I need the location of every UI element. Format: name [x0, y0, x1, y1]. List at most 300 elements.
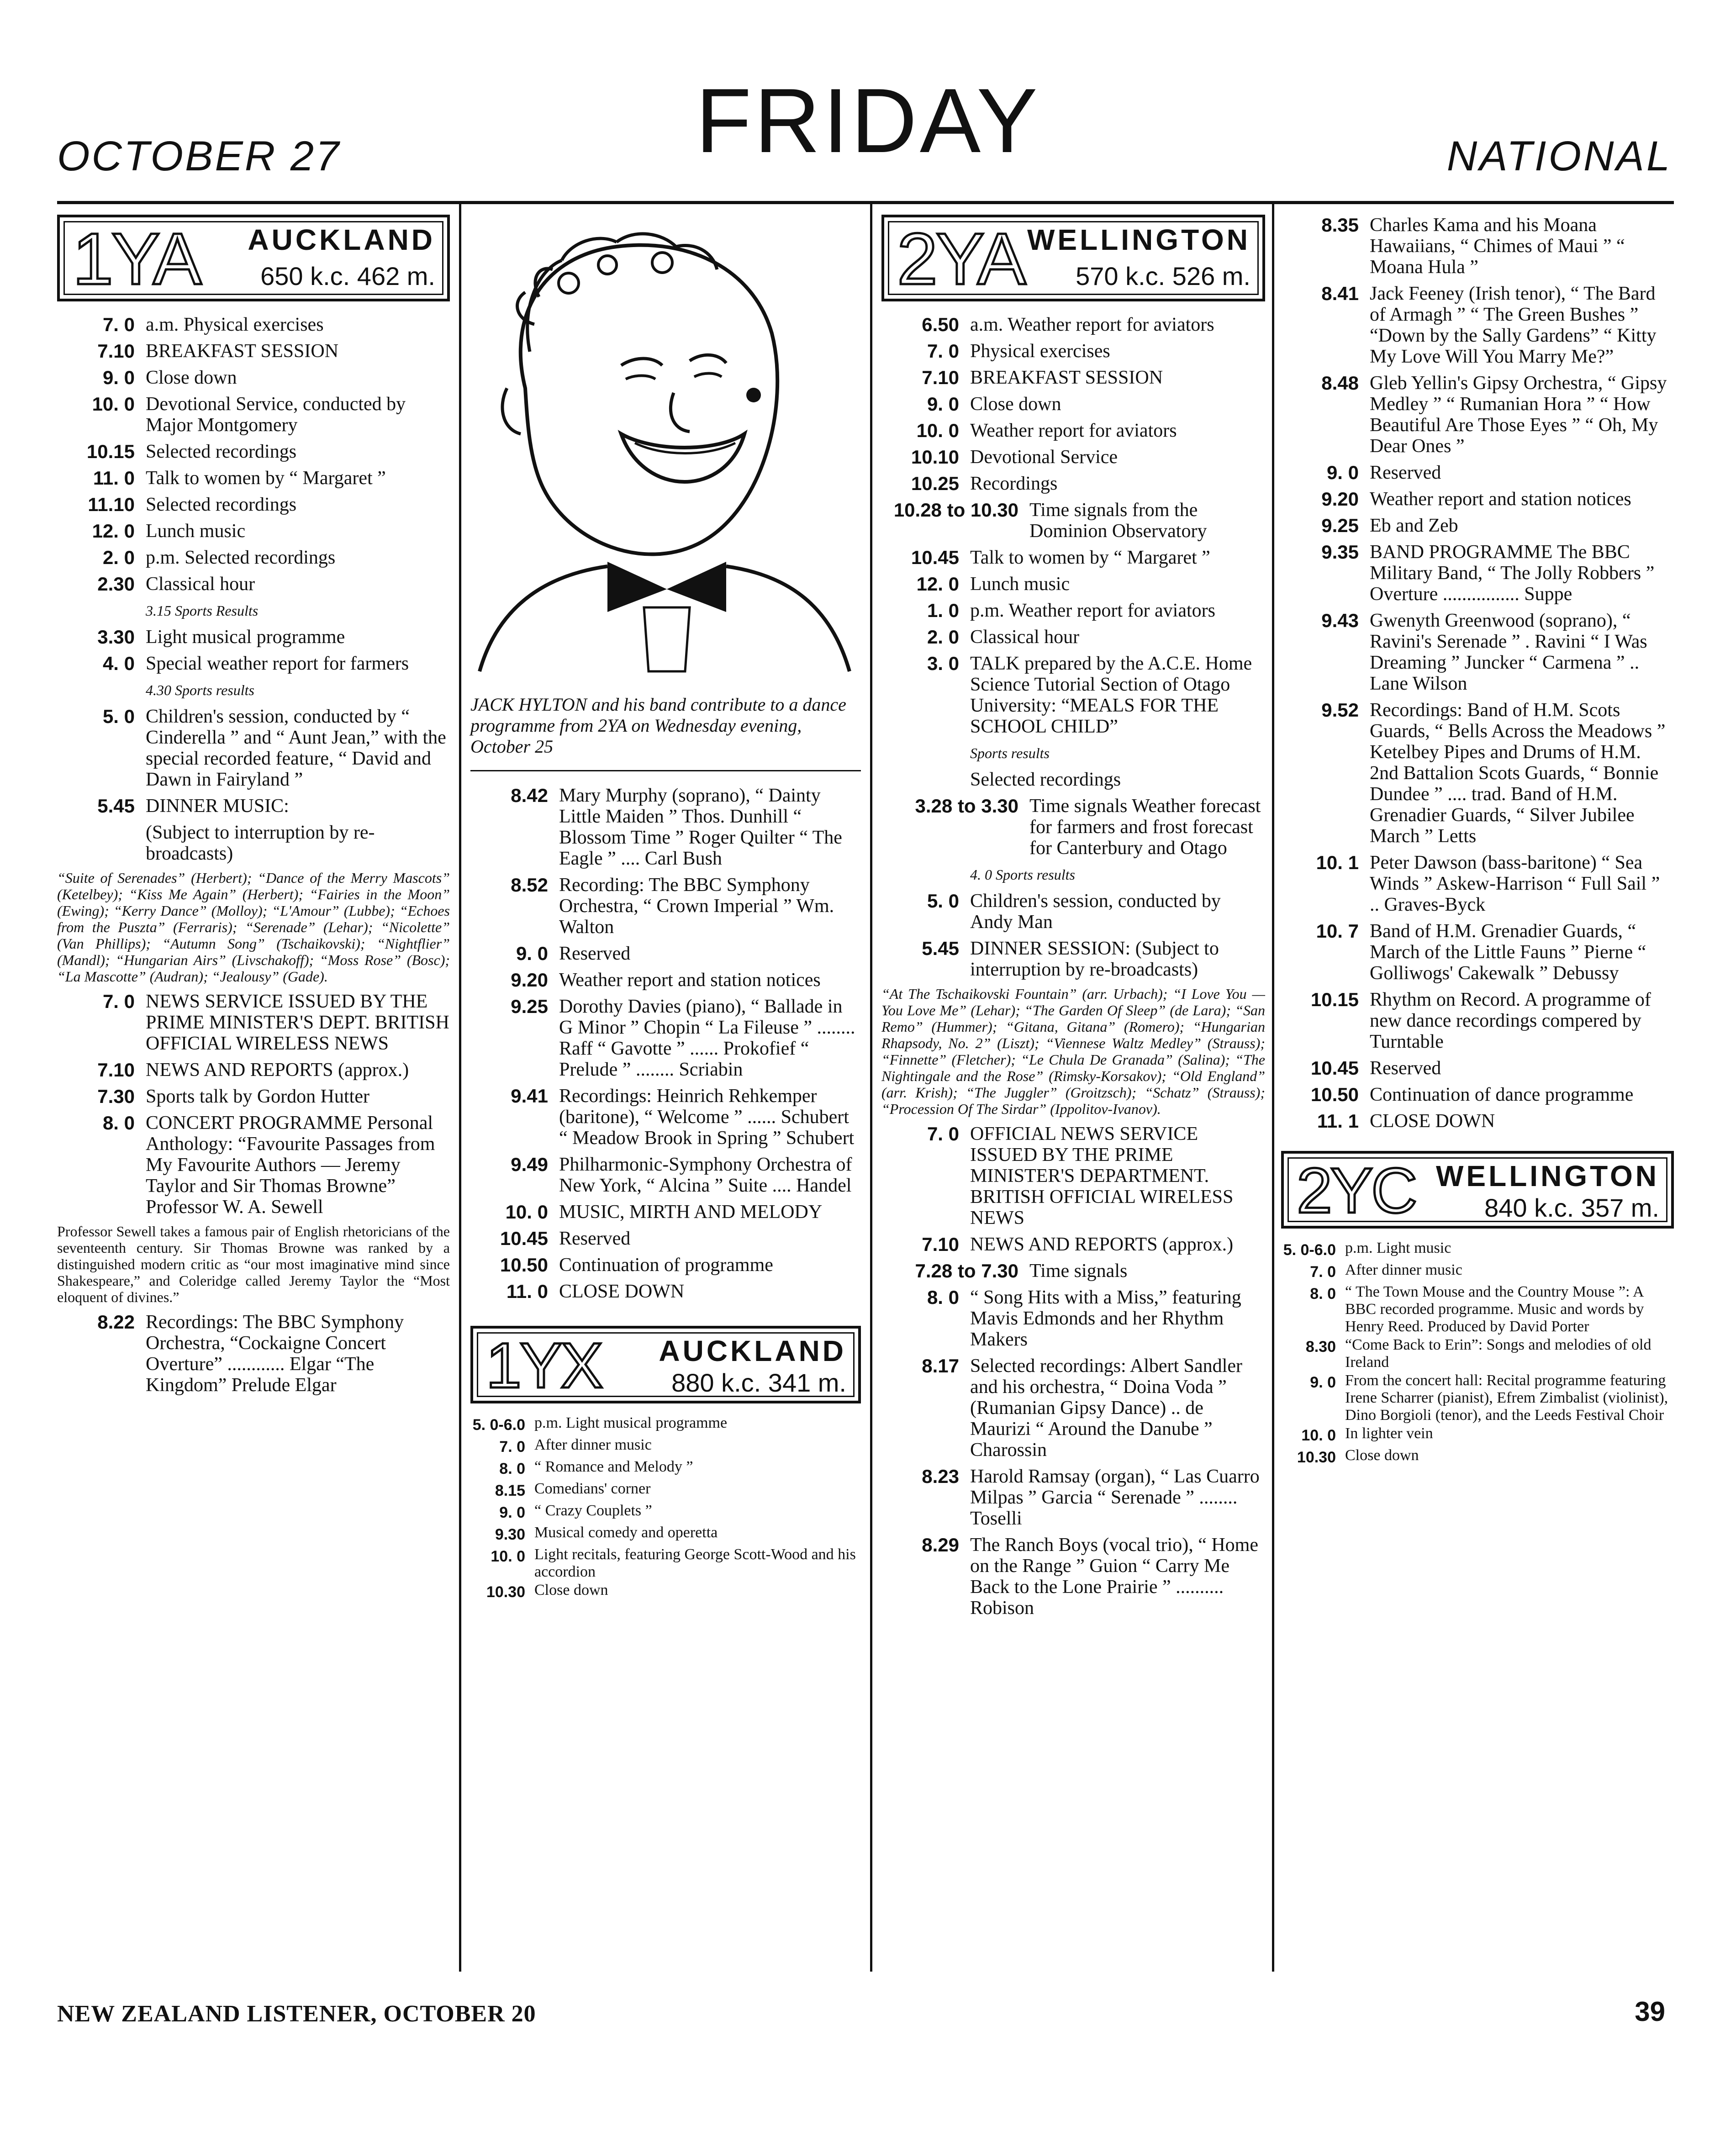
column-divider [870, 204, 872, 1972]
entry-time: 10. 0 [916, 420, 959, 441]
entry-title: Sports talk by Gordon Hutter [146, 1086, 369, 1107]
programme-entry [57, 367, 450, 388]
column-divider [459, 204, 461, 1972]
entry-time: 9. 0 [1326, 462, 1359, 483]
entry-title: “ Song Hits with a Miss,” featuring Mavis Edmonds and her Rhythm Makers [970, 1287, 1241, 1350]
programme-entry [1281, 1447, 1674, 1468]
footer-page-number: 39 [1635, 1996, 1665, 2027]
programme-entry [470, 1255, 861, 1276]
programme-entry [881, 891, 1265, 933]
entry-time: 5.45 [97, 795, 135, 817]
entry-title: BREAKFAST SESSION [970, 367, 1163, 388]
station-frequency: 880 k.c. 341 m. [671, 1368, 846, 1397]
programme-entry [881, 1261, 1265, 1282]
programme-entry [1281, 610, 1674, 694]
entry-title: Time signals Weather forecast for farmers and frost forecast for Canterbury and Otago [1029, 796, 1261, 859]
entry-title: BAND PROGRAMME The BBC Military Band, “ The Jolly Robbers ” Overture ................ Suppe [1370, 542, 1655, 605]
entry-time: 9.49 [511, 1154, 548, 1175]
entry-time: 5. 0-6.0 [1283, 1241, 1336, 1259]
programme-entry [57, 653, 450, 674]
entry-time: 5. 0 [102, 706, 135, 727]
entry-time: 7.10 [97, 340, 135, 362]
programme-entry [1281, 989, 1674, 1052]
programme-entry [1281, 1372, 1674, 1424]
programme-entry [470, 1154, 861, 1196]
programme-entry [881, 938, 1265, 980]
programme-entry [57, 706, 450, 790]
entry-title: Time signals from the Dominion Observatory [1029, 500, 1207, 542]
entry-time [57, 822, 146, 864]
programme-entry [470, 1480, 861, 1501]
entry-time: 2.30 [97, 573, 135, 595]
programme-entry [1281, 542, 1674, 605]
entry-time [881, 769, 970, 790]
entry-time: 10. 1 [1316, 852, 1359, 873]
entry-title: Gleb Yellin's Gipsy Orchestra, “ Gipsy Medley ” “ Rumanian Hora ” “ How Beautiful Are Those Eyes ” “ Oh, My Dear Ones ” [1370, 373, 1667, 457]
entry-time: 9. 0 [1310, 1374, 1336, 1391]
entry-time: 10.15 [86, 441, 135, 462]
entry-title: After dinner music [534, 1436, 652, 1453]
entry-time: 10. 0 [1301, 1427, 1336, 1444]
station-box-1yx [470, 1326, 861, 1403]
entry-title: Light recitals, featuring George Scott-Wood and his accordion [534, 1546, 856, 1580]
programme-entry [1281, 215, 1674, 278]
programme-entry [470, 1436, 861, 1457]
entry-time: 9.25 [1321, 515, 1359, 536]
entry-title: DINNER SESSION: (Subject to interruption by re-broadcasts) [970, 938, 1219, 980]
programme-list [881, 1124, 1265, 1619]
programme-entry [470, 1281, 861, 1302]
entry-title: Gwenyth Greenwood (soprano), “ Ravini's Serenade ” . Ravini “ I Was Dreaming ” Juncker “ Carmena ” .. Lane Wilson [1370, 610, 1647, 694]
programme-entry [470, 1458, 861, 1479]
entry-title: Talk to women by “ Margaret ” [970, 547, 1210, 568]
entry-time: 11.10 [88, 494, 135, 515]
entry-time: 9.20 [1321, 488, 1359, 510]
programme-entry [57, 494, 450, 515]
entry-title: p.m. Light music [1345, 1240, 1451, 1256]
programme-entry [881, 1535, 1265, 1619]
programme-entry [1281, 489, 1674, 510]
entry-title: TALK prepared by the A.C.E. Home Science Tutorial Section of Otago University: “MEALS FOR THE SCHOOL CHILD” [970, 653, 1252, 737]
programme-entry [57, 1312, 450, 1396]
entry-title: Harold Ramsay (organ), “ Las Cuarro Milpas ” Garcia “ Serenade ” ........ Toselli [970, 1466, 1260, 1529]
programme-entry [881, 796, 1265, 859]
entry-title: p.m. Weather report for aviators [970, 600, 1215, 621]
programme-entry [881, 341, 1265, 362]
entry-title: Mary Murphy (soprano), “ Dainty Little Maiden ” Thos. Dunhill “ Blossom Time ” Roger Quilter “ The Eagle ” .... Carl Bush [559, 785, 842, 869]
entry-time: 8. 0 [499, 1460, 525, 1477]
entry-title: After dinner music [1345, 1261, 1462, 1278]
column-2ya [881, 215, 1265, 1624]
sports-results-note: 4. 0 Sports results [970, 866, 1075, 883]
programme-entry [881, 600, 1265, 621]
entry-time: 8.29 [922, 1534, 959, 1556]
programme-entry [57, 1086, 450, 1107]
programme-entry [1281, 283, 1674, 367]
entry-time: 8.35 [1321, 214, 1359, 236]
programme-entry [57, 468, 450, 489]
footer-publication: NEW ZEALAND LISTENER, OCTOBER 20 [57, 2001, 536, 2027]
programme-entry [881, 1466, 1265, 1529]
entry-title: Recording: The BBC Symphony Orchestra, “ Crown Imperial ” Wm. Walton [559, 875, 834, 938]
dinner-session-note: “At The Tschaikovski Fountain” (arr. Urbach); “I Love You — You Love Me” (Lehar); “The Garden Of Sleep” (de Lara); “San Remo” (Hummer); “Gitana, Gitana” (Romero); “Hungarian Rhapsody, No. 2” (Liszt); “Viennese Waltz Medley” (Strauss); “Finnette” (Fletcher); “Le Chula De Granada” (Salina); “The Nightingale and the Rose” (Rimsky-Korsakov); “Old England” (arr. Krish); “The Juggler” (Groitzsch); “Schatz” (Strauss); “Procession Of The Sirdar” (Ippolitov-Ivanov). [881, 986, 1265, 1117]
entry-time: 8.42 [511, 785, 548, 806]
programme-entry [881, 500, 1265, 542]
programme-entry [1281, 1425, 1674, 1446]
entry-title: Recordings: Band of H.M. Scots Guards, “ Bells Across the Meadows ” Ketelbey Pipes and Drums of H.M. 2nd Battalion Scots Guards, “ Bonnie Dundee ” .... trad. Band of H.M. Grenadier Guards, “ Silver Jubilee March ” Letts [1370, 700, 1666, 847]
station-callsign: 1YX [486, 1329, 602, 1401]
entry-title: p.m. Selected recordings [146, 547, 336, 568]
programme-entry [57, 314, 450, 335]
entry-title: CLOSE DOWN [559, 1281, 685, 1302]
entry-time: 7. 0 [499, 1438, 525, 1456]
entry-time: 9. 0 [102, 367, 135, 388]
entry-title: a.m. Weather report for aviators [970, 314, 1214, 335]
entry-time: 9.43 [1321, 610, 1359, 631]
entry-time: 8.48 [1321, 372, 1359, 394]
entry-title: Recordings [970, 473, 1058, 494]
header-network: NATIONAL [1446, 133, 1672, 179]
entry-time: 8.52 [511, 874, 548, 896]
entry-title: NEWS AND REPORTS (approx.) [146, 1060, 409, 1081]
station-city: WELLINGTON [1027, 223, 1251, 256]
entry-title: Philharmonic-Symphony Orchestra of New York, “ Alcina ” Suite .... Handel [559, 1154, 852, 1196]
entry-title: p.m. Light musical programme [534, 1414, 728, 1431]
programme-entry [881, 394, 1265, 415]
programme-entry [1281, 921, 1674, 984]
programme-entry [881, 1234, 1265, 1255]
sports-results-note: 4.30 Sports results [146, 682, 254, 698]
entry-title: Reserved [559, 1228, 631, 1249]
programme-list [470, 785, 861, 1302]
station-box-2ya [881, 215, 1265, 301]
programme-entry [1281, 852, 1674, 915]
entry-time: 10.25 [911, 473, 959, 494]
page-header [0, 0, 1736, 192]
programme-entry [57, 521, 450, 542]
entry-title: Eb and Zeb [1370, 515, 1458, 536]
entry-time: 10. 0 [491, 1548, 525, 1565]
entry-title: NEWS SERVICE ISSUED BY THE PRIME MINISTER'S DEPT. BRITISH OFFICIAL WIRELESS NEWS [146, 991, 449, 1054]
entry-time: 9. 0 [516, 943, 548, 964]
entry-title: Weather report and station notices [1370, 489, 1631, 510]
entry-title: Reserved [559, 943, 631, 964]
entry-time: 7.10 [922, 1234, 959, 1255]
header-date: OCTOBER 27 [57, 133, 341, 179]
entry-title: DINNER MUSIC: [146, 796, 289, 817]
entry-title: Recordings: The BBC Symphony Orchestra, “Cockaigne Concert Overture” ............ Elgar “The Kingdom” Prelude Elgar [146, 1312, 404, 1396]
programme-entry [470, 1524, 861, 1545]
entry-time: 12. 0 [916, 573, 959, 595]
programme-entry [470, 875, 861, 938]
entry-title: Selected recordings [146, 441, 297, 462]
entry-title: NEWS AND REPORTS (approx.) [970, 1234, 1234, 1255]
programme-entry [57, 796, 450, 817]
entry-time: 7.10 [97, 1059, 135, 1081]
programme-entry [57, 441, 450, 462]
entry-title: MUSIC, MIRTH AND MELODY [559, 1202, 823, 1223]
header-day: FRIDAY [696, 70, 1040, 172]
entry-time: 8.15 [495, 1482, 525, 1499]
entry-title: Lunch music [970, 574, 1070, 595]
programme-entry [881, 653, 1265, 737]
entry-title: “Come Back to Erin”: Songs and melodies of old Ireland [1345, 1336, 1652, 1371]
programme-entry [881, 314, 1265, 335]
entry-time: 10.15 [1310, 989, 1359, 1010]
programme-entry [57, 1113, 450, 1218]
entry-time: 9.52 [1321, 699, 1359, 721]
entry-time: 3.30 [97, 626, 135, 648]
entry-title: Classical hour [970, 627, 1080, 648]
entry-time: 9. 0 [927, 393, 959, 415]
programme-list [57, 1312, 450, 1396]
entry-title: (Subject to interruption by re-broadcasts) [146, 822, 375, 864]
entry-title: a.m. Physical exercises [146, 314, 324, 335]
programme-entry [470, 1582, 861, 1603]
entry-time: 11. 0 [506, 1281, 548, 1302]
entry-time: 12. 0 [92, 520, 135, 542]
entry-title: Recordings: Heinrich Rehkemper (baritone), “ Welcome ” ...... Schubert “ Meadow Brook in Spring ” Schubert [559, 1086, 855, 1149]
programme-entry [57, 627, 450, 648]
station-box-2yc [1281, 1151, 1674, 1229]
programme-entry [1281, 700, 1674, 847]
entry-time: 10. 0 [505, 1201, 548, 1223]
programme-entry [470, 1414, 861, 1435]
entry-time: 10.45 [911, 547, 959, 568]
entry-time: 11. 0 [93, 467, 135, 489]
programme-entry [1281, 462, 1674, 483]
programme-entry [1281, 1111, 1674, 1132]
programme-entry [1281, 1240, 1674, 1261]
station-city: AUCKLAND [248, 223, 435, 256]
entry-time: 11. 1 [1317, 1110, 1359, 1132]
entry-time: 2. 0 [102, 547, 135, 568]
programme-entry [57, 547, 450, 568]
entry-time: 7. 0 [102, 314, 135, 335]
programme-entry [881, 574, 1265, 595]
station-frequency: 840 k.c. 357 m. [1484, 1193, 1659, 1222]
entry-title: BREAKFAST SESSION [146, 341, 339, 362]
programme-entry [881, 1356, 1265, 1461]
entry-time: 10.30 [486, 1583, 525, 1601]
entry-title: Children's session, conducted by “ Cinderella ” and “ Aunt Jean,” with the special recorded feature, “ David and Dawn in Fairyland ” [146, 706, 446, 790]
station-callsign: 2YA [897, 218, 1024, 300]
entry-time: 7.30 [97, 1086, 135, 1107]
programme-entry [470, 1502, 861, 1523]
programme-entry [57, 822, 450, 864]
sports-results-note: Sports results [970, 745, 1050, 761]
entry-time: 9.25 [511, 996, 548, 1017]
entry-title: CONCERT PROGRAMME Personal Anthology: “Favourite Passages from My Favourite Authors — Jeremy Taylor and Sir Thomas Browne” Professor W. A. Sewell [146, 1113, 435, 1218]
entry-title: Physical exercises [970, 341, 1110, 362]
entry-time: 8. 0 [102, 1112, 135, 1134]
entry-title: Children's session, conducted by Andy Man [970, 891, 1221, 933]
header-rule [57, 201, 1674, 204]
programme-entry [470, 1546, 861, 1581]
entry-title: CLOSE DOWN [1370, 1111, 1495, 1132]
programme-entry [470, 996, 861, 1080]
entry-time: 10.50 [1310, 1084, 1359, 1105]
programme-entry [470, 785, 861, 869]
entry-title: Devotional Service, conducted by Major Montgomery [146, 394, 406, 436]
entry-time: 5. 0 [927, 890, 959, 912]
station-frequency: 650 k.c. 462 m. [260, 262, 435, 290]
programme-entry [57, 991, 450, 1054]
programme-entry [57, 341, 450, 362]
entry-time: 10. 0 [92, 393, 135, 415]
entry-time: 10.50 [500, 1254, 548, 1276]
entry-title: Reserved [1370, 462, 1441, 483]
entry-title: “ Crazy Couplets ” [534, 1502, 652, 1519]
programme-entry [470, 1086, 861, 1149]
programme-entry [57, 574, 450, 595]
entry-time: 3. 0 [927, 653, 959, 674]
entry-time: 10.45 [1310, 1057, 1359, 1079]
entry-title: Dorothy Davies (piano), “ Ballade in G Minor ” Chopin “ La Fileuse ” ........ Raff “ Gavotte ” ...... Prokofief “ Prelude ” ........ Scriabin [559, 996, 855, 1080]
entry-time: 7.28 to 7.30 [915, 1260, 1018, 1282]
entry-title: Weather report and station notices [559, 970, 821, 991]
entry-title: Close down [1345, 1447, 1419, 1464]
entry-title: Jack Feeney (Irish tenor), “ The Bard of Armagh ” “ The Green Bushes ” “Down by the Sally Gardens” “ Kitty My Love Will You Marry Me?” [1370, 283, 1657, 367]
programme-entry [57, 1060, 450, 1081]
entry-time: 10. 7 [1316, 920, 1359, 942]
entry-title: Light musical programme [146, 627, 345, 648]
entry-time: 3.28 to 3.30 [915, 795, 1018, 817]
station-callsign: 2YC [1297, 1155, 1416, 1226]
entry-title: Continuation of programme [559, 1255, 773, 1276]
programme-list [57, 991, 450, 1218]
entry-time: 8.23 [922, 1466, 959, 1487]
entry-time: 6.50 [922, 314, 959, 335]
entry-title: “ Romance and Melody ” [534, 1458, 693, 1475]
entry-title: In lighter vein [1345, 1425, 1433, 1442]
entry-title: Close down [534, 1582, 608, 1598]
entry-title: Weather report for aviators [970, 420, 1177, 441]
entry-time: 2. 0 [927, 626, 959, 648]
entry-time: 7. 0 [927, 1123, 959, 1145]
entry-title: From the concert hall: Recital programme featuring Irene Scharrer (pianist), Efrem Zimbalist (violinist), Dino Borgioli (tenor), and the Leeds Festival Choir [1345, 1372, 1668, 1424]
station-callsign: 1YA [73, 218, 200, 300]
programme-entry [881, 367, 1265, 388]
sports-results-note: 3.15 Sports Results [146, 602, 259, 619]
entry-time: 8. 0 [1310, 1285, 1336, 1303]
entry-title: Classical hour [146, 574, 255, 595]
entry-title: Selected recordings [970, 769, 1121, 790]
programme-entry [1281, 1283, 1674, 1335]
sewell-note: Professor Sewell takes a famous pair of English rhetoricians of the seventeenth century. Sir Thomas Browne was ranked by a distinguished modern critic as “our most imaginative mind since Shakespeare,” and Coleridge called Jeremy Taylor the “Most eloquent of divines.” [57, 1223, 450, 1305]
programme-entry [881, 769, 1265, 790]
entry-title: Rhythm on Record. A programme of new dance recordings compered by Turntable [1370, 989, 1651, 1052]
programme-entry [470, 1202, 861, 1223]
station-city: WELLINGTON [1436, 1160, 1659, 1192]
entry-title: Charles Kama and his Moana Hawaiians, “ Chimes of Maui ” “ Moana Hula ” [1370, 215, 1625, 278]
entry-time: 10.30 [1297, 1449, 1336, 1466]
entry-time: 5. 0-6.0 [472, 1416, 525, 1434]
programme-list [881, 314, 1265, 980]
entry-title: “ The Town Mouse and the Country Mouse ”: A BBC recorded programme. Music and words by Henry Reed. Produced by David Porter [1345, 1283, 1644, 1335]
programme-entry [1281, 1058, 1674, 1079]
entry-time: 8.17 [922, 1355, 959, 1377]
entry-time: 7. 0 [927, 340, 959, 362]
programme-entry [881, 473, 1265, 494]
jack-hylton-caricature [470, 215, 861, 680]
station-frequency: 570 k.c. 526 m. [1076, 262, 1251, 290]
entry-title: OFFICIAL NEWS SERVICE ISSUED BY THE PRIME MINISTER'S DEPARTMENT. BRITISH OFFICIAL WIRELESS NEWS [970, 1124, 1234, 1229]
entry-time: 9. 0 [499, 1504, 525, 1521]
entry-title: Selected recordings [146, 494, 297, 515]
programme-entry [57, 394, 450, 436]
entry-time: 7. 0 [1310, 1263, 1336, 1281]
programme-entry [1281, 1336, 1674, 1371]
programme-entry [470, 970, 861, 991]
entry-time: 8. 0 [927, 1287, 959, 1308]
dinner-music-note: “Suite of Serenades” (Herbert); “Dance of the Merry Mascots” (Ketelbey); “Kiss Me Again” (Herbert); “Fairies in the Moon” (Ewing); “Kerry Dance” (Molloy); “L'Amour” (Lubbe); “Echoes from the Puszta” (Ferraris); “Serenade” (Lehar); “Nicolette” (Van Phillips); “Autumn Song” (Tschaikovski); “Nightflier” (Mandl); “Hungarian Airs” (Livschakoff); “Moss Rose” (Bosc); “La Mascotte” (Audran); “Jealousy” (Gade). [57, 870, 450, 985]
column-1ya [57, 215, 450, 1401]
entry-time: 9.20 [511, 969, 548, 991]
entry-time: 10.45 [500, 1228, 548, 1249]
entry-time: 7. 0 [102, 991, 135, 1012]
entry-time: 9.30 [495, 1526, 525, 1543]
entry-title: Continuation of dance programme [1370, 1084, 1634, 1105]
entry-title: Reserved [1370, 1058, 1441, 1079]
entry-title: Special weather report for farmers [146, 653, 409, 674]
programme-list [1281, 1240, 1674, 1468]
entry-title: Close down [970, 394, 1061, 415]
entry-title: Selected recordings: Albert Sandler and his orchestra, “ Doina Voda ” (Rumanian Gipsy Dance) .. de Maurizi “ Around the Danube ” Charossin [970, 1356, 1242, 1461]
entry-title: Comedians' corner [534, 1480, 651, 1497]
entry-time: 10.28 to 10.30 [893, 499, 1018, 521]
entry-time: 1. 0 [927, 600, 959, 621]
programme-entry [881, 447, 1265, 468]
programme-entry [470, 1228, 861, 1249]
photo-caption: JACK HYLTON and his band contribute to a dance programme from 2YA on Wednesday evening, October 25 [470, 694, 846, 757]
programme-entry [1281, 515, 1674, 536]
entry-title: The Ranch Boys (vocal trio), “ Home on the Range ” Guion “ Carry Me Back to the Lone Prairie ” .......... Robison [970, 1535, 1258, 1619]
entry-title: Lunch music [146, 521, 246, 542]
programme-entry [1281, 1261, 1674, 1282]
programme-entry [881, 420, 1265, 441]
programme-entry [1281, 373, 1674, 457]
station-box-1ya [57, 215, 450, 301]
entry-title: Talk to women by “ Margaret ” [146, 468, 386, 489]
entry-time: 8.30 [1305, 1338, 1336, 1356]
programme-entry [881, 627, 1265, 648]
entry-title: Devotional Service [970, 447, 1118, 468]
station-city: AUCKLAND [659, 1335, 846, 1367]
entry-title: Time signals [1029, 1261, 1128, 1282]
programme-entry [881, 547, 1265, 568]
entry-time: 7.10 [922, 367, 959, 388]
entry-time: 8.41 [1321, 283, 1359, 304]
programme-list [470, 1414, 861, 1603]
column-right [1281, 215, 1674, 1469]
entry-time: 5.45 [922, 938, 959, 959]
column-middle [470, 215, 861, 1604]
entry-time: 8.22 [97, 1311, 135, 1333]
section-rule [470, 770, 861, 771]
programme-entry [881, 1287, 1265, 1350]
programme-list [57, 314, 450, 864]
column-divider [1272, 204, 1274, 1972]
entry-title: Close down [146, 367, 237, 388]
entry-title: Peter Dawson (bass-baritone) “ Sea Winds ” Askew-Harrison “ Full Sail ” .. Graves-Byck [1370, 852, 1660, 915]
entry-time: 4. 0 [102, 653, 135, 674]
programme-list [1281, 215, 1674, 1132]
entry-time: 9.35 [1321, 541, 1359, 563]
entry-title: Band of H.M. Grenadier Guards, “ March of the Little Fauns ” Pierne “ Golliwogs' Cakewalk ” Debussy [1370, 921, 1646, 984]
entry-time: 9.41 [511, 1085, 548, 1107]
programme-entry [881, 1124, 1265, 1229]
